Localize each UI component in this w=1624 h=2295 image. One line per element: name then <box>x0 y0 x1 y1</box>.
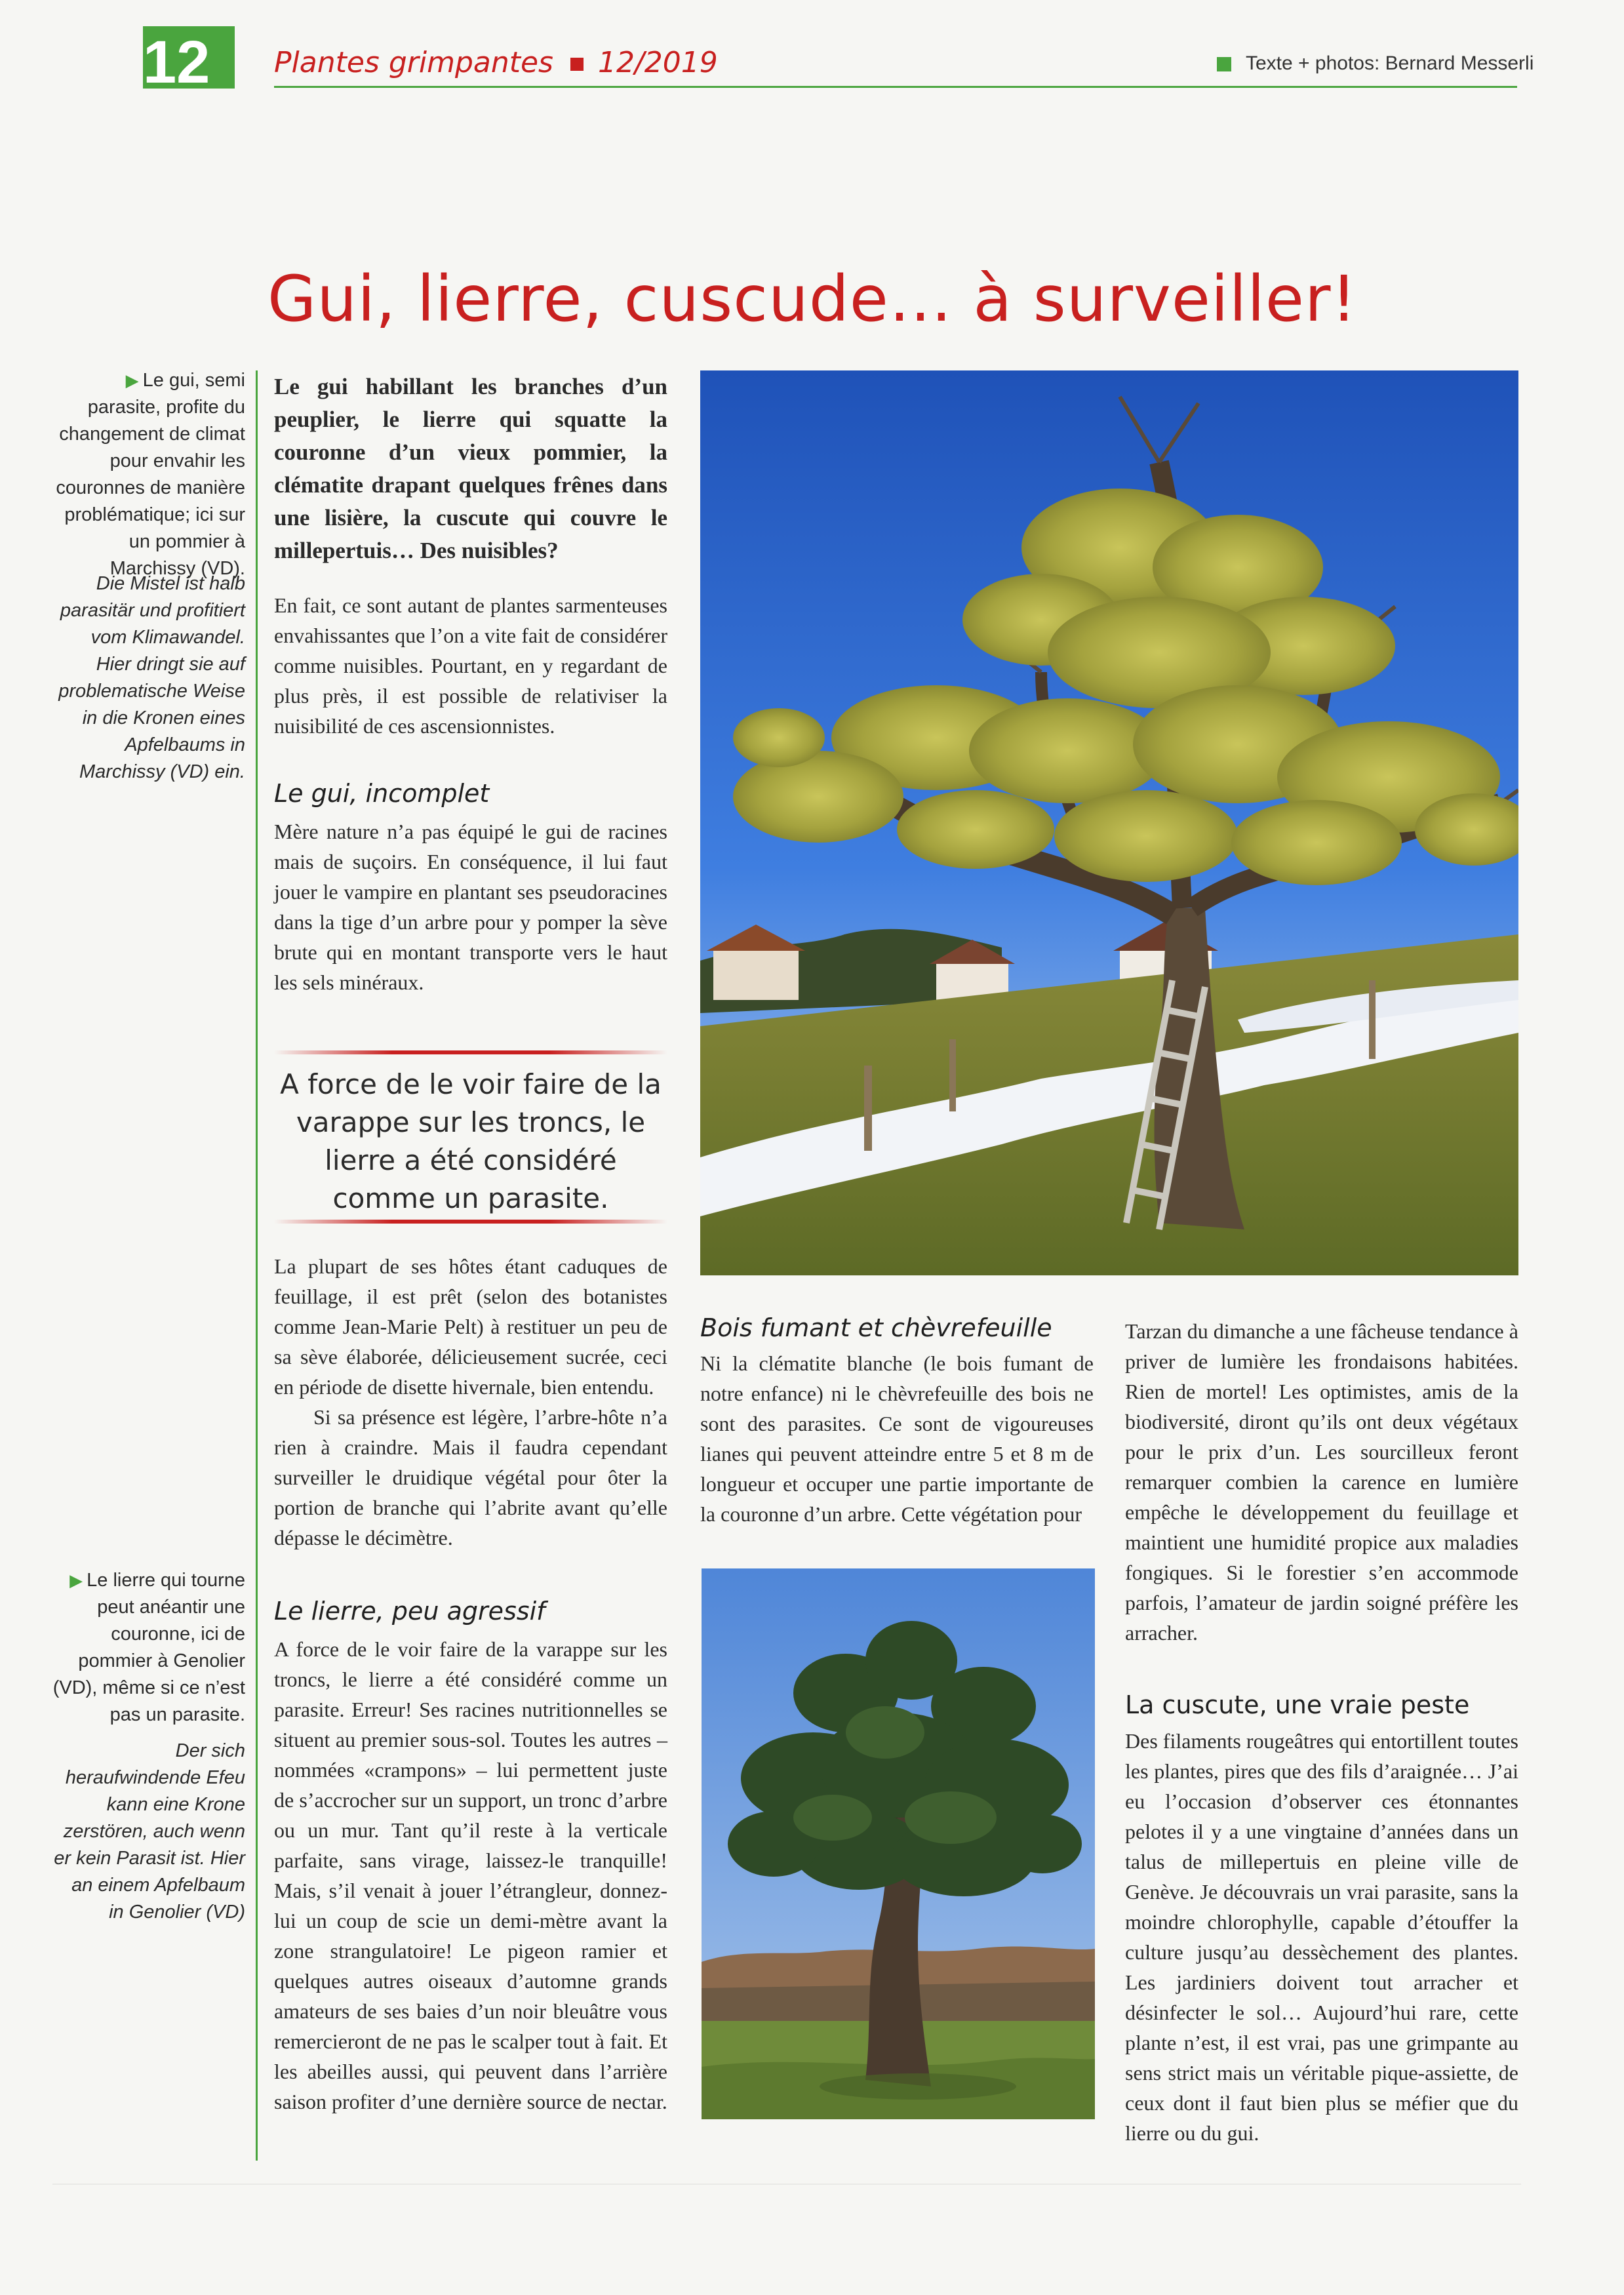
section-title <box>274 46 718 79</box>
caption-divider <box>256 370 258 2161</box>
header-rule <box>274 86 1517 88</box>
lierre-paragraph: A force de le voir faire de la varappe sur les troncs, le lierre a été considéré comme un parasite. Erreur! Ses racines nutritionnelles se situent au premier sous-sol. Toutes les autres – nommées «crampons» – lui permettent juste de s’accrocher sur un support, un tronc d’arbre ou un mur. Tant qu’il reste à la verticale parfaite, sans virage, laissez-le tranquille! Mais, s’il venait à jouer l’étrangleur, donnez-lui un coup de scie un demi-mètre avant la zone strangulatoire! Le pigeon ramier et quelques autres oiseaux d’automne grands amateurs de ses baies d’un noir bleuâtre vous remercieront de ne pas le scalper tout à fait. Et les abeilles aussi, qui peuvent dans l’arrière saison profiter d’une dernière source de nectar. <box>274 1637 667 2113</box>
photo1-caption-de: Die Mistel ist halb parasitär und profitiert vom Klimawandel. Hier dringt sie auf problematische Weise in die Kronen eines Apfelbaums in Marchissy (VD) ein. <box>58 573 245 782</box>
gui-paragraph: Mère nature n’a pas équipé le gui de racines mais de suçoirs. En conséquence, il lui faut jouer le vampire en plantant ses pseudoracines dans la tige d’un arbre pour y pomper la sève brute qui en montant transporte vers le haut les sels minéraux. <box>274 820 667 994</box>
photo-mistletoe-apple-tree <box>700 370 1518 1275</box>
article-title: Gui, lierre, cuscude… à surveiller! <box>267 262 1357 336</box>
footer-rule <box>52 2184 1521 2185</box>
subheading-gui: Le gui, incomplet <box>274 779 490 808</box>
subheading-cuscute: La cuscute, une vraie peste <box>1125 1690 1470 1719</box>
cuscute-paragraph: Des filaments rougeâtres qui entortillent toutes les plantes, pires que des fils d’araignée… J’ai eu l’occasion d’observer ces étonnantes pelotes il y a une vingtaine d’années dans un talus de millepertuis en pleine ville de Genève. Je découvrais un vrai parasite, sans la moindre chlorophylle, capable d’étouffer la culture jusqu’au dessèchement des plantes. Les jardiniers doivent tout arracher et désinfecter le sol… Aujourd’hui rare, cette plante n’est, il est vrai, pas une grimpante au sens strict mais un véritable pique-assiette, de ceux dont il faut bien plus se méfier que du lierre ou du gui. <box>1125 1729 1518 2145</box>
photo2-caption-de: Der sich heraufwindende Efeu kann eine Krone zerstören, auch wenn er kein Parasit ist. Hier an einem Apfelbaum in Genolier (VD) <box>54 1740 245 1923</box>
photo1-caption-fr: ▶ Le gui, semi parasite, profite du changement de climat pour envahir les couronnes de manière problématique; ici sur un pommier à Marchissy (VD). <box>56 370 245 579</box>
issue-date: 12/2019 <box>597 46 718 79</box>
square-bullet-icon <box>1217 57 1231 71</box>
article-lead: Le gui habillant les branches d’un peuplier, le lierre qui squatte la couronne d’un vieux pommier, la clématite drapant quelques frênes dans une lisière, la cuscute qui couvre le millepertuis… Des nuisibles? <box>274 374 667 563</box>
pullquote-rule-top <box>274 1050 667 1054</box>
credits-text: Texte + photos: Bernard Messerli <box>1246 52 1534 74</box>
host-paragraphs <box>274 1251 667 1553</box>
triangle-bullet-icon: ▶ <box>69 1570 83 1590</box>
pullquote-rule-bottom <box>274 1220 667 1224</box>
host-paragraph-2: Si sa présence est légère, l’arbre-hôte n’a rien à craindre. Mais il faudra cependant surveiller le druidique végétal pour ôter la portion de branche qui l’abrite avant qu’elle dépasse le décimètre. <box>274 1405 667 1549</box>
bois-paragraph: Ni la clématite blanche (le bois fumant de notre enfance) ni le chèvrefeuille des bois ne sont des parasites. Ce sont de vigoureuses lianes qui peuvent atteindre entre 5 et 8 m de longueur et occuper une partie importante de la couronne d’un arbre. Cette végétation pour <box>700 1351 1094 1526</box>
photo-ivy-tree <box>702 1568 1095 2119</box>
section-name: Plantes grimpantes <box>274 46 553 79</box>
photo2-caption-fr: ▶ Le lierre qui tourne peut anéantir une couronne, ici de pommier à Genolier (VD), même si ce n’est pas un parasite. <box>52 1570 245 1725</box>
page-number: 12 <box>143 26 235 89</box>
host-paragraph-1: La plupart de ses hôtes étant caduques de feuillage, il est prêt (selon des botanistes comme Jean-Marie Pelt) à restituer un peu de sa sève élaborée, délicieusement sucrée, ceci en période de disette hivernale, bien entendu. <box>274 1254 667 1399</box>
credits <box>1217 52 1534 75</box>
intro-paragraph: En fait, ce sont autant de plantes sarmenteuses envahissantes que l’on a vite fait de considérer comme nuisibles. Pourtant, en y regardant de plus près, il est possible de relativiser la nuisibilité de ces ascensionnistes. <box>274 593 667 738</box>
subheading-lierre: Le lierre, peu agressif <box>274 1597 545 1626</box>
pullquote: A force de le voir faire de la varappe sur les troncs, le lierre a été considéré comme un parasite. <box>280 1068 662 1214</box>
tarzan-paragraph: Tarzan du dimanche a une fâcheuse tendance à priver de lumière les frondaisons habitées. Rien de mortel! Les optimistes, amis de la biodiversité, diront qu’ils ont deux végétaux pour le prix d’un. Les sourcilleux feront remarquer combien la carence en lumière empêche le développement du feuillage et maintient une humidité propice aux maladies fongiques. Si le forestier s’en accommode parfois, l’amateur de jardin soigné préfère les arracher. <box>1125 1319 1518 1645</box>
square-bullet-icon <box>570 58 584 71</box>
subheading-bois: Bois fumant et chèvrefeuille <box>700 1313 1052 1342</box>
triangle-bullet-icon: ▶ <box>125 370 139 390</box>
